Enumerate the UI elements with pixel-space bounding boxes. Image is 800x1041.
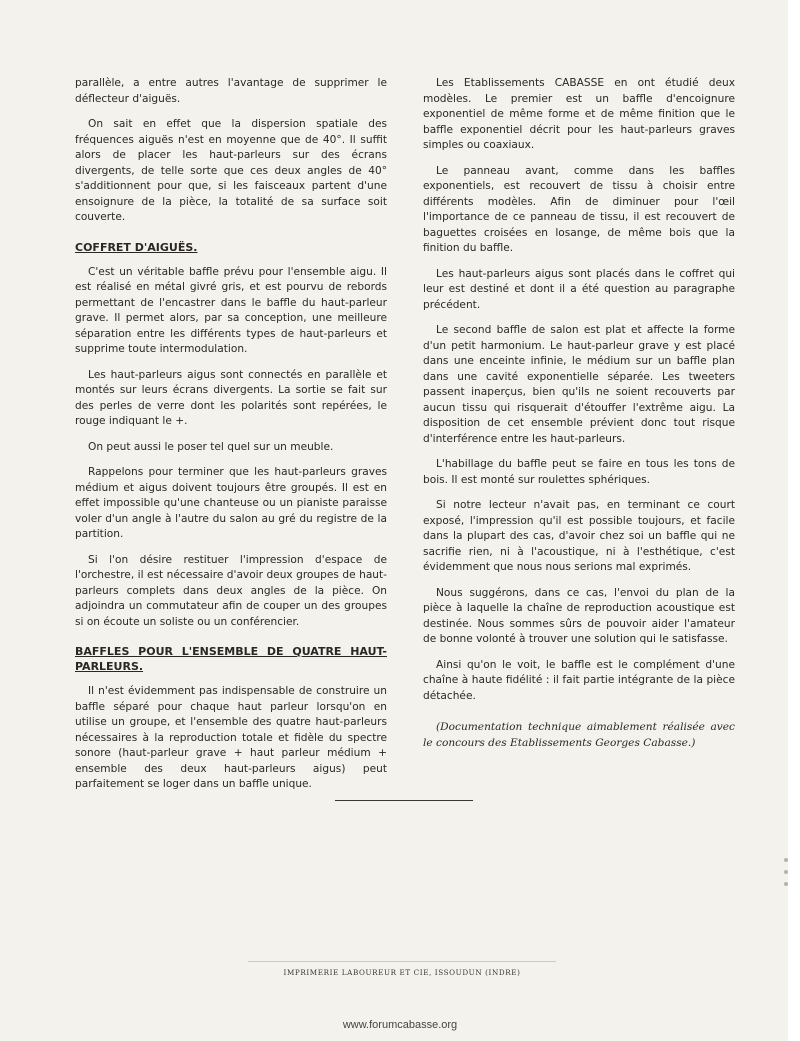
- right-paragraph-8: Ainsi qu'on le voit, le baffle est le complément d'une chaîne à haute fidélité : il fait partie intégrante de la pièce détachée.: [423, 658, 735, 702]
- edge-dot: [784, 882, 788, 886]
- right-paragraph-2: Le panneau avant, comme dans les baffles exponentiels, est recouvert de tissu à choisir entre différents modèles. Afin de diminuer pour l'œil l'importance de ce panneau de tissu, il est recouvert de baguettes croisées en losange, de même bois que la finition du baffle.: [423, 164, 735, 254]
- left-paragraph-4: Les haut-parleurs aigus sont connectés en parallèle et montés sur leurs écrans divergents. La sortie se fait sur des perles de verre dont les polarités sont repérées, le rouge indiquant le +.: [75, 368, 387, 427]
- documentation-credit: (Documentation technique aimablement réalisée avec le concours des Etablissements Georges Cabasse.): [423, 721, 735, 749]
- left-paragraph-7: Si l'on désire restituer l'impression d'espace de l'orchestre, il est nécessaire d'avoir deux groupes de haut-parleurs complets dans deux angles de la pièce. On adjoindra un commutateur afin de couper un des groupes si on écoute un soliste ou un conférencier.: [75, 553, 387, 628]
- left-paragraph-8: Il n'est évidemment pas indispensable de construire un baffle séparé pour chaque haut parleur lorsqu'on en utilise un groupe, et l'ensemble des quatre haut-parleurs nécessaires à la reproduction totale et fidèle du spectre sonore (haut-parleur grave + haut parleur médium + ensemble des deux haut-parleurs aigus) peut parfaitement se loger dans un baffle unique.: [75, 685, 387, 790]
- right-paragraph-1: Les Etablissements CABASSE en ont étudié deux modèles. Le premier est un baffle d'encoignure exponentiel de même forme et de même finition que le baffle exponentiel décrit pour les haut-parleurs graves simples ou coaxiaux.: [423, 77, 735, 151]
- edge-dot: [784, 870, 788, 874]
- left-paragraph-5: On peut aussi le poser tel quel sur un meuble.: [88, 440, 334, 453]
- right-paragraph-4: Le second baffle de salon est plat et affecte la forme d'un petit harmonium. Le haut-parleur grave y est placé dans une enceinte infinie, le médium sur un baffle plan dans une cavité exponentielle séparée. Les tweeters passent inaperçus, bien qu'ils ne soient recouverts par aucun tissu qui risquerait d'étouffer l'extrême aigu. La disposition de cet ensemble prévient donc tout risque d'interférence entre les haut-parleurs.: [423, 324, 735, 445]
- right-paragraph-7: Nous suggérons, dans ce cas, l'envoi du plan de la pièce à laquelle la chaîne de reproduction acoustique est destinée. Nous sommes sûrs de pouvoir aider l'amateur de bonne volonté à trouver une solution qui le satisfasse.: [423, 586, 735, 645]
- left-paragraph-1: parallèle, a entre autres l'avantage de supprimer le déflecteur d'aiguës.: [75, 77, 387, 105]
- site-watermark: www.forumcabasse.org: [342, 1019, 458, 1031]
- left-column: [75, 76, 387, 803]
- right-paragraph-3: Les haut-parleurs aigus sont placés dans le coffret qui leur est destiné et dont il a été question au paragraphe précédent.: [423, 267, 735, 311]
- left-paragraph-6: Rappelons pour terminer que les haut-parleurs graves médium et aigus doivent toujours être groupés. Il est en effet impossible qu'une chanteuse ou un pianiste paraisse voler d'un angle à l'autre du salon au gré du registre de la partition.: [75, 466, 387, 540]
- heading-baffles-quatre-haut-parleurs: BAFFLES POUR L'ENSEMBLE DE QUATRE HAUT-PARLEURS.: [75, 645, 387, 673]
- printer-imprint: IMPRIMERIE LABOUREUR ET CIE, ISSOUDUN (INDRE): [283, 968, 521, 977]
- imprint-rule: [248, 961, 556, 962]
- end-divider-rule: [335, 800, 473, 801]
- right-column: [423, 76, 735, 761]
- right-paragraph-6: Si notre lecteur n'avait pas, en terminant ce court exposé, l'impression qu'il est possible toujours, et facile dans la plupart des cas, d'avoir chez soi un baffle qui ne sacrifie rien, ni à l'acoustique, ni à l'esthétique, c'est évidemment que nous nous serions mal exprimés.: [423, 499, 735, 573]
- edge-dot: [784, 858, 788, 862]
- left-paragraph-3: C'est un véritable baffle prévu pour l'ensemble aigu. Il est réalisé en métal givré gris, et est pourvu de rebords permettant de l'encastrer dans le baffle du haut-parleur grave. Il permet alors, par sa conception, une meilleure séparation entre les différents types de haut-parleurs et supprime toute intermodulation.: [75, 265, 387, 355]
- right-paragraph-5: L'habillage du baffle peut se faire en tous les tons de bois. Il est monté sur roulettes sphériques.: [423, 458, 735, 486]
- heading-coffret-aigues: COFFRET D'AIGUËS.: [75, 240, 198, 254]
- left-paragraph-2: On sait en effet que la dispersion spatiale des fréquences aiguës n'est en moyenne que de 40°. Il suffit alors de placer les haut-parleurs sur des écrans divergents, de telle sorte que ces deux angles de 40° s'additionnent pour que, si les faisceaux partent d'une ensoignure de la pièce, la totalité de sa surface soit couverte.: [75, 118, 387, 223]
